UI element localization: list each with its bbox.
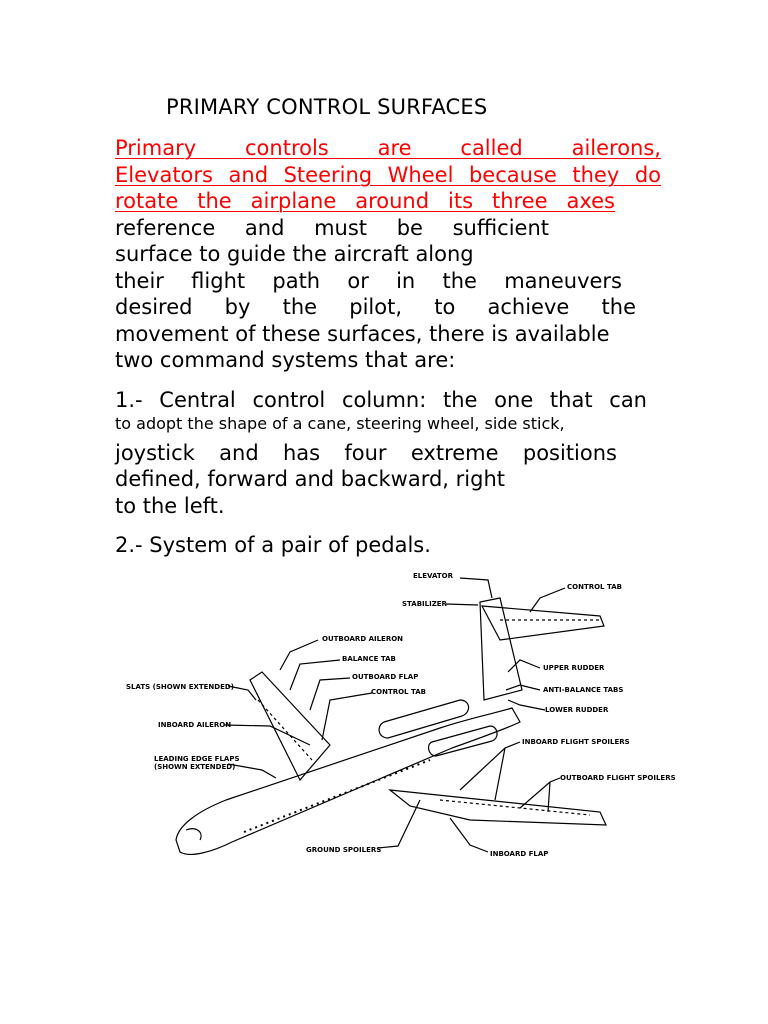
item-2-line: 2.- System of a pair of pedals. <box>115 533 431 557</box>
engine-side <box>429 726 498 756</box>
leader-outboard-flap <box>310 678 350 710</box>
label-inboard-flight-spoilers: INBOARD FLIGHT SPOILERS <box>522 738 630 746</box>
item-1-line-1: 1.- Central control column: the one that can <box>115 388 647 412</box>
leader-control-tab-wing <box>322 693 372 740</box>
label-outboard-flight-spoilers: OUTBOARD FLIGHT SPOILERS <box>560 774 676 782</box>
leader-anti-balance-tabs <box>506 685 540 690</box>
label-elevator: ELEVATOR <box>413 572 453 580</box>
label-lower-rudder: LOWER RUDDER <box>545 706 609 714</box>
intro-red-line-2: Elevators and Steering Wheel because they do <box>115 162 661 187</box>
label-slats: SLATS (SHOWN EXTENDED) <box>126 683 234 691</box>
label-upper-rudder: UPPER RUDDER <box>543 664 605 672</box>
intro-red-line-3: rotate the airplane around its three axes <box>115 189 615 213</box>
intro-line-1: reference and must be sufficient <box>115 215 549 240</box>
engine-top <box>379 700 469 738</box>
item-1-paragraph <box>115 387 647 519</box>
label-inboard-flap: INBOARD FLAP <box>490 850 549 858</box>
intro-line-4: desired by the pilot, to achieve the <box>115 295 636 319</box>
label-outboard-flap: OUTBOARD FLAP <box>352 673 419 681</box>
intro-line-5: movement of these surfaces, there is available <box>115 321 610 346</box>
label-inboard-aileron: INBOARD AILERON <box>158 721 232 729</box>
label-leading-edge-flaps-2: (SHOWN EXTENDED) <box>154 763 236 771</box>
leader-elevator <box>460 578 492 598</box>
item-2-paragraph <box>115 532 431 559</box>
airplane-diagram <box>0 560 768 880</box>
leader-outboard-spoilers-1 <box>520 778 560 808</box>
window-row <box>244 760 430 832</box>
leader-balance-tab <box>290 660 340 690</box>
leader-lower-rudder <box>508 700 545 710</box>
right-wing-spoilers <box>440 800 590 815</box>
item-1-line-4: defined, forward and backward, right <box>115 467 505 491</box>
leader-upper-rudder <box>508 660 540 672</box>
leader-inboard-spoilers-1 <box>460 742 520 790</box>
right-wing <box>390 790 606 825</box>
intro-paragraph <box>115 135 661 374</box>
label-control-tab-wing: CONTROL TAB <box>371 688 426 696</box>
leader-inboard-flap <box>450 818 488 852</box>
leader-inboard-aileron <box>224 725 310 745</box>
leader-control-tab <box>530 588 565 612</box>
label-leading-edge-flaps-1: LEADING EDGE FLAPS <box>154 755 240 763</box>
item-1-line-3: joystick and has four extreme positions <box>115 440 617 465</box>
fuselage-outline <box>176 708 520 854</box>
horizontal-stabilizer <box>482 606 604 640</box>
label-balance-tab: BALANCE TAB <box>342 655 396 663</box>
page-title: PRIMARY CONTROL SURFACES <box>166 95 488 119</box>
intro-line-2: surface to guide the aircraft along <box>115 242 474 266</box>
leader-outboard-spoilers-2 <box>548 782 550 812</box>
label-ground-spoilers: GROUND SPOILERS <box>306 846 382 854</box>
label-outboard-aileron: OUTBOARD AILERON <box>322 635 404 643</box>
item-1-line-5: to the left. <box>115 493 225 518</box>
label-anti-balance-tabs: ANTI-BALANCE TABS <box>543 686 624 694</box>
intro-line-3: their flight path or in the maneuvers <box>115 268 622 293</box>
intro-red-line-1: Primary controls are called ailerons, <box>115 136 661 160</box>
label-control-tab-top: CONTROL TAB <box>567 583 622 591</box>
label-stabilizer: STABILIZER <box>402 600 447 608</box>
item-1-line-2: to adopt the shape of a cane, steering wheel, side stick, <box>115 413 565 433</box>
intro-line-6: two command systems that are: <box>115 348 456 372</box>
cockpit-window <box>186 829 201 840</box>
leader-stabilizer <box>446 604 478 605</box>
